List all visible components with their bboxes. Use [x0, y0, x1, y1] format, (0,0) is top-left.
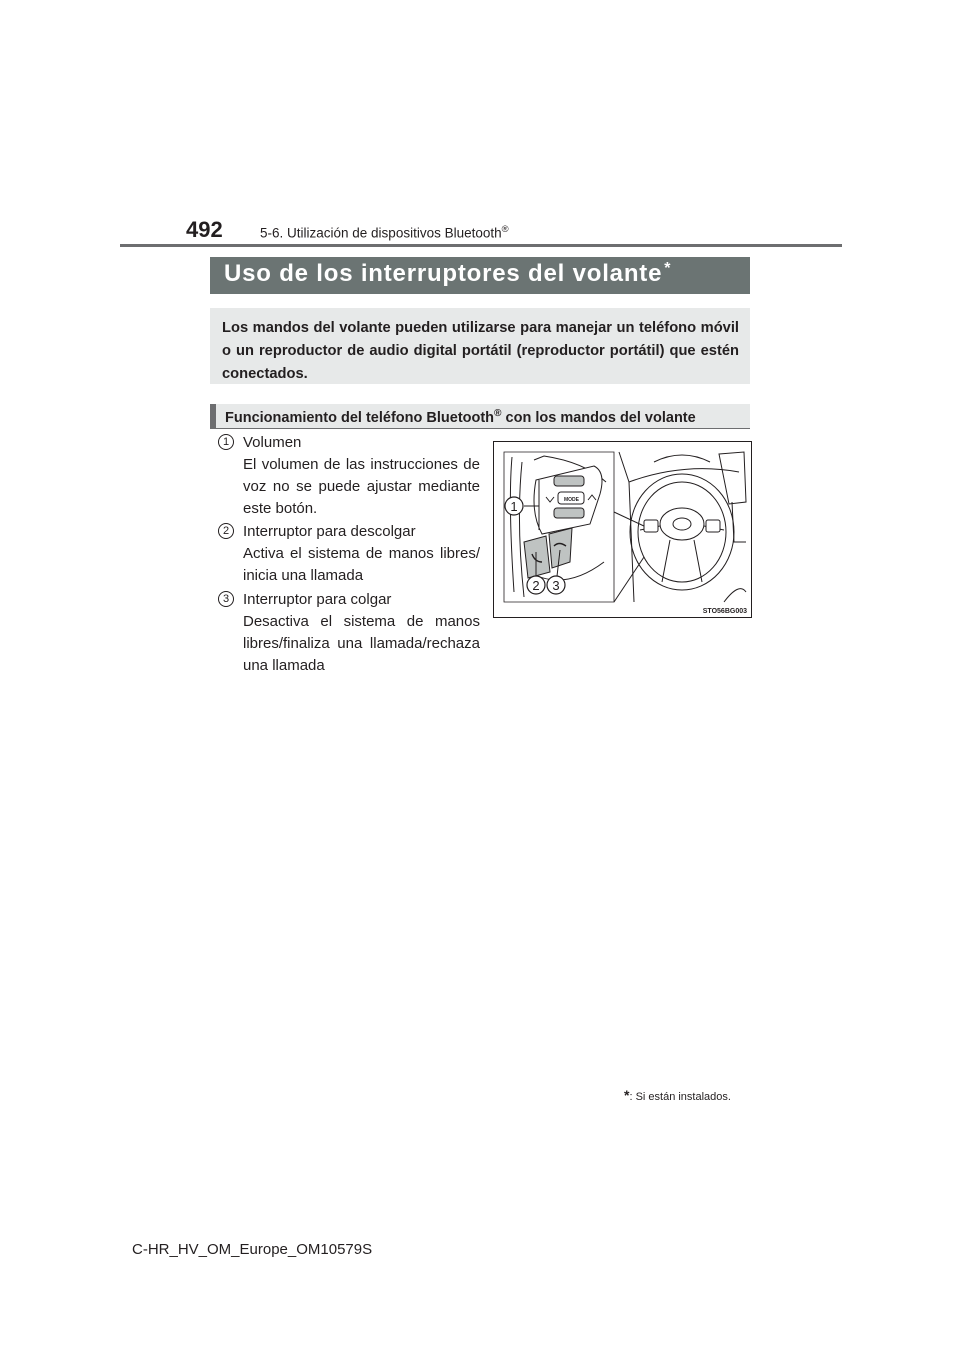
intro-box	[210, 308, 750, 384]
subheading-main: Funcionamiento del teléfono Bluetooth	[225, 409, 495, 426]
running-header	[260, 224, 509, 241]
item-description: Desactiva el sistema de manos libres/finaliza una llamada/rechaza una llamada	[243, 613, 480, 674]
callout-1: 1	[510, 499, 518, 514]
item-title: Interruptor para descolgar	[243, 523, 416, 540]
intro-text: Los mandos del volante pueden utilizarse para manejar un teléfono móvil o un reproductor de audio digital portátil (reproductor portátil) que estén conectados.	[222, 320, 739, 382]
callout-2: 2	[532, 578, 540, 593]
footnote-text: : Si están instalados.	[629, 1091, 731, 1103]
section-title-bar	[210, 257, 750, 294]
subheading-tail: con los mandos del volante	[501, 409, 696, 426]
document-id: C-HR_HV_OM_Europe_OM10579S	[132, 1241, 373, 1258]
steering-wheel-drawing	[494, 442, 751, 617]
item-description: Activa el sistema de manos libres/ inicia una llamada	[243, 545, 480, 584]
item-title: Interruptor para colgar	[243, 591, 392, 608]
item-title: Volumen	[243, 434, 302, 451]
page-title-text: Uso de los interruptores del volante	[224, 260, 663, 287]
footnote	[624, 1087, 731, 1103]
item-number-badge: 1	[218, 434, 234, 450]
registered-mark: ®	[501, 224, 509, 235]
subheading-marker	[210, 404, 216, 428]
subheading-registered-mark: ®	[494, 408, 502, 419]
title-asterisk: *	[664, 260, 672, 277]
subheading	[210, 404, 750, 429]
item-number-badge: 3	[218, 591, 234, 607]
page-number: 492	[186, 217, 223, 242]
section-title: 5-6. Utilización de dispositivos Bluetooth	[260, 225, 502, 241]
figure-code: STO56BG003	[702, 608, 747, 615]
header-rule	[120, 244, 842, 247]
subheading-text	[225, 408, 696, 426]
item-description: El volumen de las instrucciones de voz no se puede ajustar mediante este botón.	[243, 456, 480, 517]
footnote-asterisk: *	[624, 1087, 630, 1103]
callout-3: 3	[552, 578, 560, 593]
item-number-badge: 2	[218, 523, 234, 539]
page-title	[224, 260, 671, 288]
mode-button-label: MODE	[564, 497, 579, 503]
steering-switch-illustration	[493, 441, 752, 618]
